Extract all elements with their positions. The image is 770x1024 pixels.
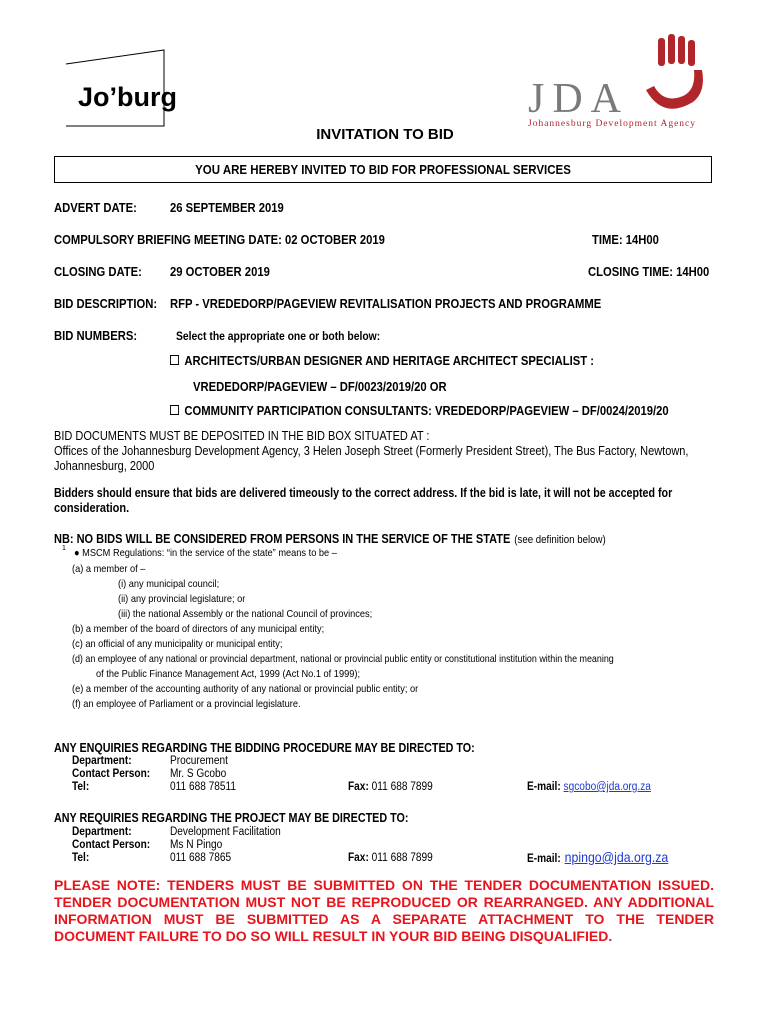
procedure-fax-value: 011 688 7899 (371, 781, 433, 793)
procedure-dept-label: Department: (72, 755, 132, 767)
nb-definition: ● MSCM Regulations: “in the service of the state” means to be – (74, 547, 337, 559)
deposit-address: Offices of the Johannesburg Development Agency, 3 Helen Joseph Street (Formerly President Street), The Bus Factory, Newtown, (54, 444, 689, 458)
deposit-heading: BID DOCUMENTS MUST BE DEPOSITED IN THE BID BOX SITUATED AT : (54, 429, 430, 443)
project-email-link[interactable]: npingo@jda.org.za (564, 849, 669, 865)
nb-normal: (see definition below) (514, 534, 606, 546)
nb-line (54, 530, 606, 548)
project-tel-value: 011 688 7865 (170, 852, 232, 864)
procedure-tel-label: Tel: (72, 781, 90, 793)
project-fax-label: Fax: (348, 852, 369, 864)
advert-date-value: 26 SEPTEMBER 2019 (170, 201, 284, 215)
project-email-label: E-mail: (527, 853, 561, 865)
briefing-time: TIME: 14H00 (592, 233, 659, 247)
bid-description-label: BID DESCRIPTION: (54, 297, 158, 311)
checkbox-icon[interactable] (170, 405, 179, 415)
joburg-logo (64, 48, 177, 128)
procedure-dept-value: Procurement (170, 755, 228, 767)
option-community[interactable] (170, 404, 669, 418)
option-community-label: COMMUNITY PARTICIPATION CONSULTANTS: VREDEDORP/PAGEVIEW – DF/0024/2019/20 (184, 404, 669, 418)
jda-logo-text: JDA (528, 76, 630, 122)
bid-numbers-instruction: Select the appropriate one or both below: (176, 331, 381, 343)
project-contact-label: Contact Person: (72, 839, 151, 851)
please-note-warning: PLEASE NOTE: TENDERS MUST BE SUBMITTED ON THE TENDER DOCUMENTATION ISSUED. TENDER DOCUMENTATION MUST NOT BE REPRODUCED OR REARRANGED. ANY ADDITIONAL INFORMATION MUST BE SUBMITTED AS A SEPARATE ATTACHMENT TO THE TENDER DOCUMENT FAILURE TO DO SO WILL RESULT IN YOUR BID BEING DISQUALIFIED. (54, 877, 714, 944)
option-architects-label: ARCHITECTS/URBAN DESIGNER AND HERITAGE ARCHITECT SPECIALIST : (184, 354, 594, 368)
jda-hand-icon (646, 34, 703, 109)
procedure-fax-label: Fax: (348, 781, 369, 793)
procedure-contact-value: Mr. S Gcobo (170, 768, 227, 780)
briefing-date: COMPULSORY BRIEFING MEETING DATE: 02 OCTOBER 2019 (54, 233, 385, 247)
project-dept-label: Department: (72, 826, 132, 838)
closing-time: CLOSING TIME: 14H00 (588, 265, 710, 279)
joburg-logo-text: Jo’burg (78, 82, 177, 112)
project-dept-value: Development Facilitation (170, 826, 281, 838)
procedure-email (527, 781, 651, 793)
nb-item-f: (f) an employee of Parliament or a provincial legislature. (72, 698, 301, 710)
procedure-contact-label: Contact Person: (72, 768, 151, 780)
nb-item-e: (e) a member of the accounting authority of any national or provincial public entity; or (72, 683, 419, 695)
nb-item-b: (b) a member of the board of directors of any municipal entity; (72, 623, 325, 635)
timeous-note: Bidders should ensure that bids are delivered timeously to the correct address. If the bid is late, it will not be accepted for (54, 486, 673, 500)
project-fax-value: 011 688 7899 (371, 852, 433, 864)
nb-item-a-i: (i) any municipal council; (118, 578, 220, 590)
timeous-note-cont: consideration. (54, 501, 130, 515)
page-title: INVITATION TO BID (316, 126, 454, 143)
deposit-city: Johannesburg, 2000 (54, 459, 155, 473)
project-tel-label: Tel: (72, 852, 90, 864)
procedure-email-label: E-mail: (527, 781, 561, 793)
banner-text: YOU ARE HEREBY INVITED TO BID FOR PROFESSIONAL SERVICES (195, 163, 571, 177)
nb-item-a-iii: (iii) the national Assembly or the national Council of provinces; (118, 608, 373, 620)
nb-item-a: (a) a member of – (72, 563, 146, 575)
project-contact-value: Ms N Pingo (170, 839, 223, 851)
closing-date-value: 29 OCTOBER 2019 (170, 265, 270, 279)
checkbox-icon[interactable] (170, 355, 179, 365)
project-email (527, 849, 668, 867)
project-fax (348, 852, 433, 864)
nb-item-a-ii: (ii) any provincial legislature; or (118, 593, 246, 605)
bid-description-value: RFP - VREDEDORP/PAGEVIEW REVITALISATION PROJECTS AND PROGRAMME (170, 297, 602, 311)
procedure-enquiries-heading: ANY ENQUIRIES REGARDING THE BIDDING PROCEDURE MAY BE DIRECTED TO: (54, 741, 475, 755)
jda-logo-subtitle: Johannesburg Development Agency (528, 119, 697, 129)
procedure-tel-value: 011 688 78511 (170, 781, 237, 793)
procedure-email-link[interactable]: sgcobo@jda.org.za (563, 781, 651, 793)
nb-item-d: (d) an employee of any national or provincial department, national or provincial public entity or constitutional institution within the meaning (72, 653, 614, 665)
nb-item-d-cont: of the Public Finance Management Act, 1999 (Act No.1 of 1999); (96, 668, 361, 680)
nb-item-c: (c) an official of any municipality or municipal entity; (72, 638, 283, 650)
invitation-banner (54, 156, 712, 183)
nb-bold: NB: NO BIDS WILL BE CONSIDERED FROM PERSONS IN THE SERVICE OF THE STATE (54, 532, 511, 546)
option-architects[interactable] (170, 354, 594, 368)
jda-logo (528, 30, 718, 130)
advert-date-label: ADVERT DATE: (54, 201, 137, 215)
project-enquiries-heading: ANY REQUIRIES REGARDING THE PROJECT MAY BE DIRECTED TO: (54, 811, 409, 825)
procedure-fax (348, 781, 433, 793)
closing-date-label: CLOSING DATE: (54, 265, 142, 279)
footnote-mark: 1 (62, 545, 66, 552)
bid-numbers-label: BID NUMBERS: (54, 329, 138, 343)
option-architects-number: VREDEDORP/PAGEVIEW – DF/0023/2019/20 OR (193, 380, 447, 394)
